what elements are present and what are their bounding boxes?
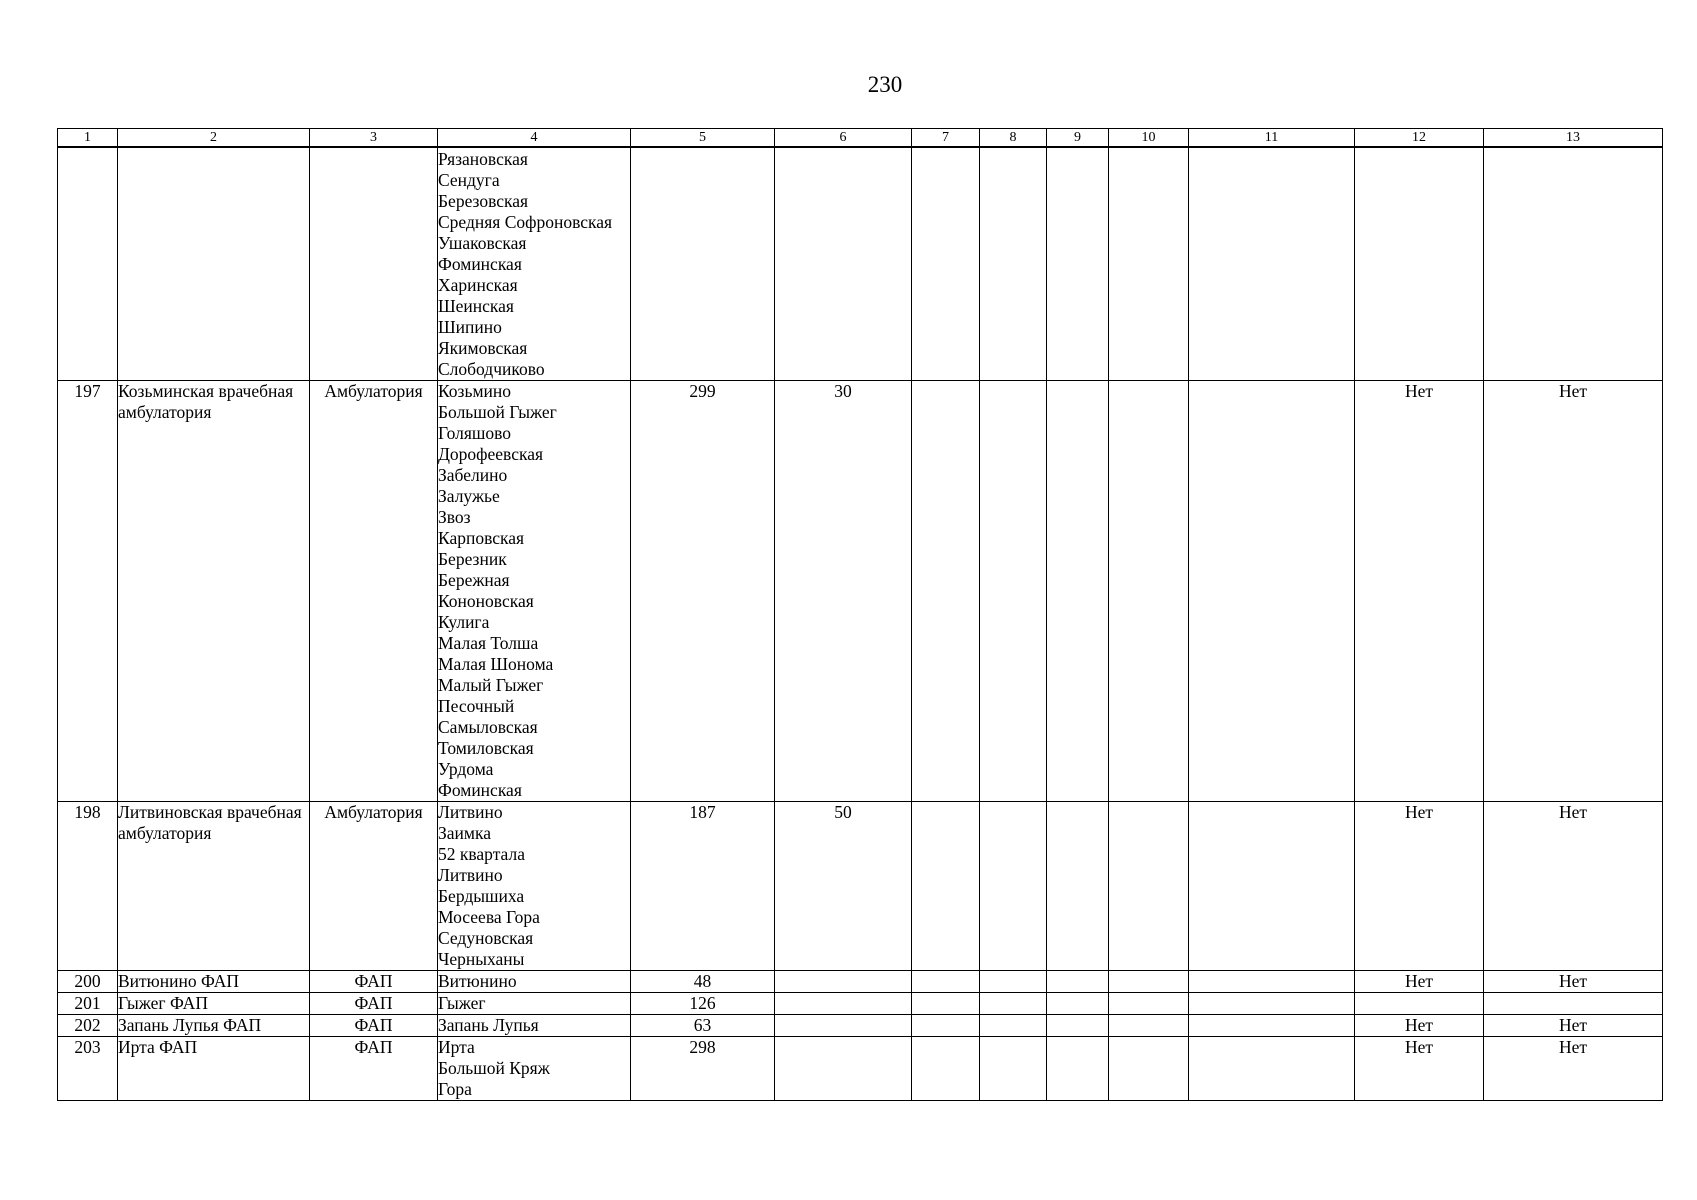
settlement-name: Бережная — [438, 570, 510, 590]
col7-cell — [912, 971, 980, 993]
row-number-cell: 198 — [58, 802, 118, 971]
facility-name-cell: Литвиновская врачебная амбулатория — [118, 802, 310, 971]
settlements-cell — [438, 1015, 631, 1037]
col11-cell — [1189, 993, 1355, 1015]
col7-cell — [912, 381, 980, 802]
table-row — [58, 1015, 1663, 1037]
col6-cell — [775, 971, 912, 993]
settlement-name: Песочный — [438, 696, 515, 716]
column-header-row — [58, 129, 1663, 148]
column-header: 1 — [58, 129, 118, 148]
table-row — [58, 802, 1663, 971]
column-header: 2 — [118, 129, 310, 148]
row-number-cell: 200 — [58, 971, 118, 993]
column-header: 9 — [1047, 129, 1109, 148]
column-header: 8 — [980, 129, 1047, 148]
col12-cell: Нет — [1355, 1037, 1484, 1101]
column-header: 11 — [1189, 129, 1355, 148]
col5-cell: 126 — [631, 993, 775, 1015]
col10-cell — [1109, 802, 1189, 971]
facility-table — [57, 128, 1663, 1101]
facility-type-cell: ФАП — [310, 1015, 438, 1037]
col11-cell — [1189, 1015, 1355, 1037]
settlement-name: Заимка — [438, 823, 491, 843]
col7-cell — [912, 147, 980, 381]
col9-cell — [1047, 381, 1109, 802]
col5-cell: 48 — [631, 971, 775, 993]
settlements-cell — [438, 1037, 631, 1101]
col9-cell — [1047, 147, 1109, 381]
column-header: 12 — [1355, 129, 1484, 148]
row-number-cell: 201 — [58, 993, 118, 1015]
settlement-name: Малая Толша — [438, 633, 539, 653]
settlement-name: Ушаковская — [438, 233, 527, 253]
col12-cell — [1355, 147, 1484, 381]
col5-cell — [631, 147, 775, 381]
row-number-cell: 203 — [58, 1037, 118, 1101]
col5-cell: 299 — [631, 381, 775, 802]
col5-cell: 298 — [631, 1037, 775, 1101]
facility-name-cell: Витюнино ФАП — [118, 971, 310, 993]
col11-cell — [1189, 381, 1355, 802]
settlement-name: Гыжег — [438, 993, 486, 1013]
col8-cell — [980, 802, 1047, 971]
col9-cell — [1047, 993, 1109, 1015]
col5-cell: 187 — [631, 802, 775, 971]
settlements-cell — [438, 381, 631, 802]
col13-cell: Нет — [1484, 971, 1663, 993]
col12-cell: Нет — [1355, 802, 1484, 971]
facility-type-cell: ФАП — [310, 993, 438, 1015]
settlement-name: Малая Шонома — [438, 654, 554, 674]
settlement-name: Урдома — [438, 759, 494, 779]
settlements-cell — [438, 147, 631, 381]
col10-cell — [1109, 381, 1189, 802]
col10-cell — [1109, 1015, 1189, 1037]
facility-type-cell — [310, 147, 438, 381]
col6-cell: 30 — [775, 381, 912, 802]
facility-type-cell: ФАП — [310, 971, 438, 993]
col12-cell: Нет — [1355, 1015, 1484, 1037]
col12-cell — [1355, 993, 1484, 1015]
settlement-name: Рязановская — [438, 149, 528, 169]
col11-cell — [1189, 147, 1355, 381]
col9-cell — [1047, 1037, 1109, 1101]
settlement-name: Фоминская — [438, 254, 522, 274]
row-number-cell: 202 — [58, 1015, 118, 1037]
settlement-name: Малый Гыжег — [438, 675, 544, 695]
settlement-name: Шеинская — [438, 296, 514, 316]
col13-cell — [1484, 147, 1663, 381]
col11-cell — [1189, 1037, 1355, 1101]
col12-cell: Нет — [1355, 971, 1484, 993]
col10-cell — [1109, 1037, 1189, 1101]
settlement-name: Карповская — [438, 528, 525, 548]
settlement-name: Харинская — [438, 275, 518, 295]
row-number-cell: 197 — [58, 381, 118, 802]
column-header: 7 — [912, 129, 980, 148]
col8-cell — [980, 147, 1047, 381]
facility-name-cell — [118, 147, 310, 381]
settlement-name: Большой Гыжег — [438, 402, 557, 422]
table-row — [58, 1037, 1663, 1101]
settlement-name: Средняя Софроновская — [438, 212, 613, 232]
col10-cell — [1109, 993, 1189, 1015]
col8-cell — [980, 1015, 1047, 1037]
col6-cell — [775, 1037, 912, 1101]
settlement-name: Большой Кряж — [438, 1058, 550, 1078]
settlement-name: Мосеева Гора — [438, 907, 540, 927]
col13-cell: Нет — [1484, 1037, 1663, 1101]
col13-cell — [1484, 993, 1663, 1015]
settlement-name: Залужье — [438, 486, 500, 506]
facility-type-cell: Амбулатория — [310, 381, 438, 802]
settlement-name: Запань Лупья — [438, 1015, 539, 1035]
settlement-name: Якимовская — [438, 338, 528, 358]
col8-cell — [980, 971, 1047, 993]
settlement-name: Шипино — [438, 317, 502, 337]
table-row — [58, 147, 1663, 381]
settlement-name: Дорофеевская — [438, 444, 544, 464]
settlement-name: Березовская — [438, 191, 529, 211]
column-header: 6 — [775, 129, 912, 148]
settlement-name: Слободчиково — [438, 359, 545, 379]
settlements-cell — [438, 993, 631, 1015]
facility-name-cell: Козьминская врачебная амбулатория — [118, 381, 310, 802]
col8-cell — [980, 1037, 1047, 1101]
settlement-name: Ирта — [438, 1037, 475, 1057]
settlement-name: Кулига — [438, 612, 490, 632]
col9-cell — [1047, 802, 1109, 971]
facility-type-cell: Амбулатория — [310, 802, 438, 971]
col12-cell: Нет — [1355, 381, 1484, 802]
settlement-name: Фоминская — [438, 780, 522, 800]
col8-cell — [980, 381, 1047, 802]
settlement-name: Кононовская — [438, 591, 534, 611]
table-row — [58, 993, 1663, 1015]
settlement-name: Седуновская — [438, 928, 534, 948]
col9-cell — [1047, 1015, 1109, 1037]
settlement-name: Витюнино — [438, 971, 517, 991]
col13-cell: Нет — [1484, 802, 1663, 971]
col10-cell — [1109, 147, 1189, 381]
settlement-name: Бердышиха — [438, 886, 525, 906]
facility-name-cell: Гыжег ФАП — [118, 993, 310, 1015]
settlements-cell — [438, 971, 631, 993]
settlements-cell — [438, 802, 631, 971]
col5-cell: 63 — [631, 1015, 775, 1037]
column-header: 4 — [438, 129, 631, 148]
col13-cell: Нет — [1484, 1015, 1663, 1037]
col7-cell — [912, 802, 980, 971]
settlement-name: 52 квартала — [438, 844, 525, 864]
col7-cell — [912, 1015, 980, 1037]
column-header: 10 — [1109, 129, 1189, 148]
settlement-name: Сендуга — [438, 170, 500, 190]
table-row — [58, 381, 1663, 802]
facility-name-cell: Запань Лупья ФАП — [118, 1015, 310, 1037]
facility-name-cell: Ирта ФАП — [118, 1037, 310, 1101]
table-body — [58, 147, 1663, 1101]
settlement-name: Звоз — [438, 507, 471, 527]
col6-cell — [775, 993, 912, 1015]
settlement-name: Литвино — [438, 802, 503, 822]
row-number-cell — [58, 147, 118, 381]
col6-cell — [775, 1015, 912, 1037]
settlement-name: Забелино — [438, 465, 508, 485]
col11-cell — [1189, 971, 1355, 993]
settlement-name: Березник — [438, 549, 507, 569]
settlement-name: Томиловская — [438, 738, 534, 758]
page-number: 230 — [867, 72, 903, 97]
settlement-name: Литвино — [438, 865, 503, 885]
col9-cell — [1047, 971, 1109, 993]
col7-cell — [912, 1037, 980, 1101]
column-header: 3 — [310, 129, 438, 148]
col8-cell — [980, 993, 1047, 1015]
facility-type-cell: ФАП — [310, 1037, 438, 1101]
col7-cell — [912, 993, 980, 1015]
settlement-name: Голяшово — [438, 423, 511, 443]
col11-cell — [1189, 802, 1355, 971]
column-header: 13 — [1484, 129, 1663, 148]
settlement-name: Самыловская — [438, 717, 538, 737]
col6-cell — [775, 147, 912, 381]
settlement-name: Гора — [438, 1079, 472, 1099]
table-row — [58, 971, 1663, 993]
col6-cell: 50 — [775, 802, 912, 971]
column-header: 5 — [631, 129, 775, 148]
settlement-name: Козьмино — [438, 381, 511, 401]
col13-cell: Нет — [1484, 381, 1663, 802]
settlement-name: Черныханы — [438, 949, 525, 969]
col10-cell — [1109, 971, 1189, 993]
